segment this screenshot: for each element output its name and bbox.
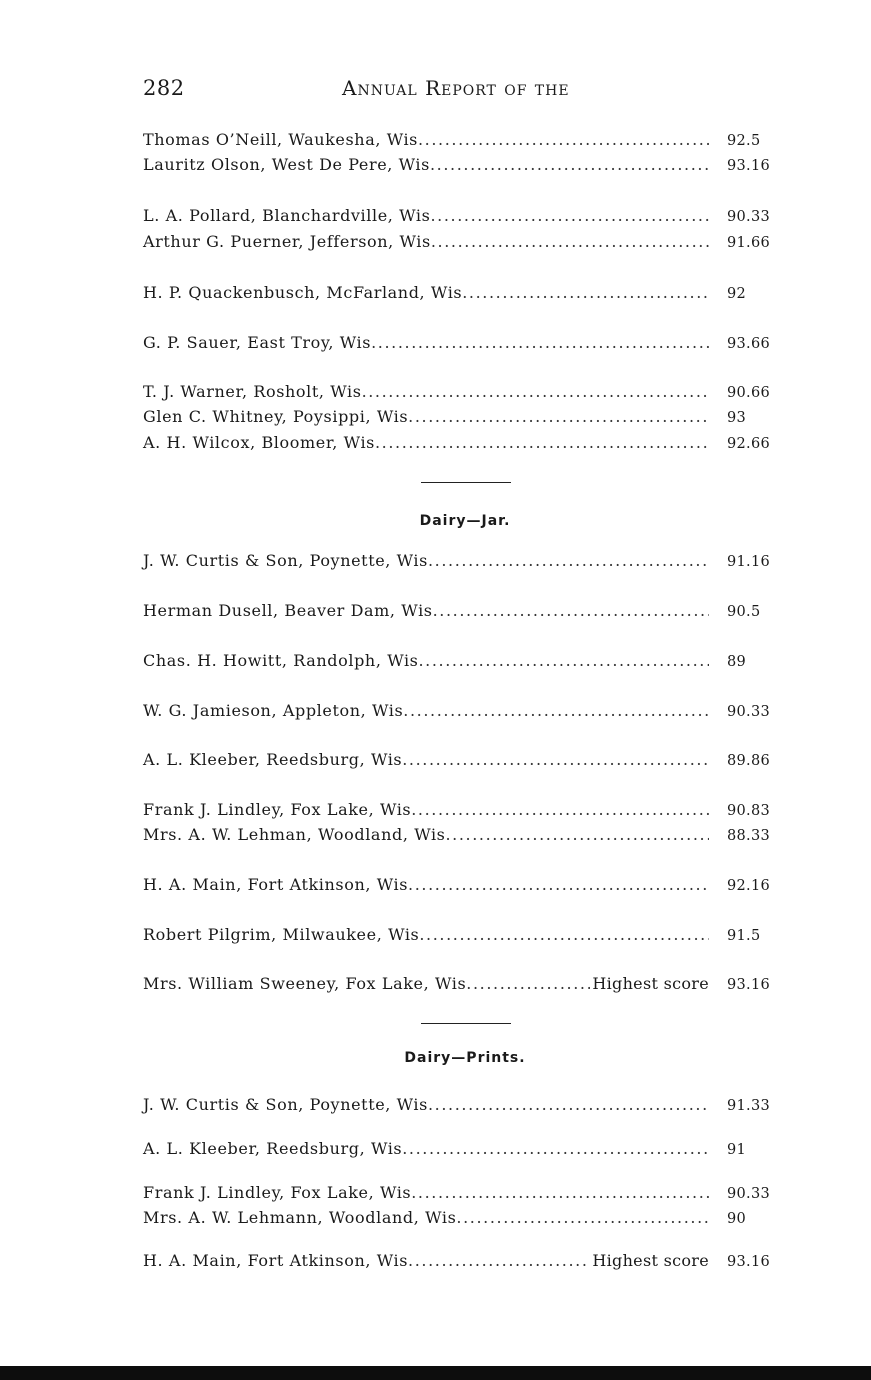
exhibitor-name: Frank J. Lindley, Fox Lake, Wis — [143, 800, 412, 819]
dot-leader — [430, 154, 709, 176]
dot-leader — [456, 1207, 709, 1229]
dot-leader — [445, 824, 709, 846]
list-item — [143, 650, 787, 672]
score: 90.5 — [727, 604, 761, 620]
dot-leader — [428, 1094, 709, 1116]
score: 90.33 — [727, 704, 771, 720]
score: 91.5 — [727, 928, 761, 944]
section-heading-dairy-jar: Dairy—Jar. — [419, 513, 511, 529]
list-item — [143, 924, 787, 946]
exhibitor-name: A. L. Kleeber, Reedsburg, Wis — [143, 750, 403, 769]
score: 90.33 — [727, 1186, 771, 1202]
list-item — [143, 1182, 787, 1204]
score: 90.66 — [727, 385, 771, 401]
score: 90 — [727, 1211, 747, 1227]
highest-score-note: Highest score — [592, 974, 709, 993]
exhibitor-name: J. W. Curtis & Son, Poynette, Wis — [143, 551, 428, 570]
dot-leader — [408, 874, 709, 896]
dot-leader — [402, 749, 709, 771]
dot-leader — [408, 406, 709, 428]
list-item — [143, 1094, 787, 1116]
exhibitor-name: G. P. Sauer, East Troy, Wis — [143, 333, 372, 352]
dot-leader — [411, 799, 709, 821]
exhibitor-name: Mrs. A. W. Lehman, Woodland, Wis — [143, 825, 446, 844]
score: 93.16 — [727, 977, 771, 993]
dot-leader — [408, 1250, 590, 1272]
list-item — [143, 406, 787, 428]
exhibitor-name: Herman Dusell, Beaver Dam, Wis — [143, 601, 433, 620]
score: 88.33 — [727, 828, 771, 844]
exhibitor-name: H. A. Main, Fort Atkinson, Wis — [143, 875, 409, 894]
exhibitor-name: Lauritz Olson, West De Pere, Wis — [143, 155, 430, 174]
list-item — [143, 799, 787, 821]
score: 93.66 — [727, 336, 771, 352]
score: 89 — [727, 654, 747, 670]
list-item — [143, 1138, 787, 1160]
dot-leader — [371, 332, 709, 354]
section-heading-dairy-prints: Dairy—Prints. — [404, 1050, 526, 1066]
scan-edge-bar — [0, 1366, 871, 1380]
score: 91.33 — [727, 1098, 771, 1114]
list-item — [143, 1207, 787, 1229]
exhibitor-name: A. H. Wilcox, Bloomer, Wis — [143, 433, 375, 452]
exhibitor-name: A. L. Kleeber, Reedsburg, Wis — [143, 1139, 403, 1158]
dot-leader — [402, 1138, 709, 1160]
list-item — [143, 874, 787, 896]
score: 92 — [727, 286, 747, 302]
list-item — [143, 205, 787, 227]
list-item — [143, 282, 787, 304]
exhibitor-name: L. A. Pollard, Blanchardville, Wis — [143, 206, 431, 225]
dot-leader — [411, 1182, 709, 1204]
list-item — [143, 550, 787, 572]
score: 92.16 — [727, 878, 771, 894]
exhibitor-name: Thomas O’Neill, Waukesha, Wis — [143, 130, 418, 149]
score: 92.5 — [727, 133, 761, 149]
list-item — [143, 154, 787, 176]
dot-leader — [362, 381, 709, 403]
dot-leader — [403, 700, 709, 722]
dot-leader — [428, 550, 709, 572]
dot-leader — [462, 282, 709, 304]
exhibitor-name: Mrs. A. W. Lehmann, Woodland, Wis — [143, 1208, 457, 1227]
dot-leader — [375, 432, 709, 454]
dot-leader — [431, 231, 709, 253]
exhibitor-name: H. A. Main, Fort Atkinson, Wis — [143, 1251, 409, 1270]
list-item — [143, 432, 787, 454]
list-item — [143, 231, 787, 253]
dot-leader — [418, 129, 709, 151]
exhibitor-name: Robert Pilgrim, Milwaukee, Wis — [143, 925, 420, 944]
list-item — [143, 332, 787, 354]
score: 90.83 — [727, 803, 771, 819]
score: 92.66 — [727, 436, 771, 452]
exhibitor-name: Frank J. Lindley, Fox Lake, Wis — [143, 1183, 412, 1202]
dot-leader — [433, 600, 709, 622]
list-item — [143, 600, 787, 622]
exhibitor-name: Arthur G. Puerner, Jefferson, Wis — [143, 232, 431, 251]
score: 93 — [727, 410, 747, 426]
score: 91.16 — [727, 554, 771, 570]
score: 93.16 — [727, 158, 771, 174]
section-divider — [421, 1023, 511, 1024]
score: 91.66 — [727, 235, 771, 251]
dot-leader — [419, 924, 709, 946]
page-number: 282 — [143, 76, 185, 100]
dot-leader — [418, 650, 709, 672]
section-divider — [421, 482, 511, 483]
list-item — [143, 700, 787, 722]
exhibitor-name: Mrs. William Sweeney, Fox Lake, Wis — [143, 974, 467, 993]
exhibitor-name: W. G. Jamieson, Appleton, Wis — [143, 701, 404, 720]
score: 90.33 — [727, 209, 771, 225]
dot-leader — [466, 973, 590, 995]
score: 91 — [727, 1142, 747, 1158]
exhibitor-name: Glen C. Whitney, Poysippi, Wis — [143, 407, 409, 426]
list-item — [143, 973, 787, 995]
list-item — [143, 381, 787, 403]
highest-score-note: Highest score — [592, 1251, 709, 1270]
exhibitor-name: Chas. H. Howitt, Randolph, Wis — [143, 651, 419, 670]
exhibitor-name: H. P. Quackenbusch, McFarland, Wis — [143, 283, 463, 302]
exhibitor-name: J. W. Curtis & Son, Poynette, Wis — [143, 1095, 428, 1114]
dot-leader — [430, 205, 709, 227]
score: 93.16 — [727, 1254, 771, 1270]
list-item — [143, 824, 787, 846]
running-head: Annual Report of the — [342, 76, 570, 100]
exhibitor-name: T. J. Warner, Rosholt, Wis — [143, 382, 362, 401]
list-item — [143, 749, 787, 771]
list-item — [143, 129, 787, 151]
list-item — [143, 1250, 787, 1272]
score: 89.86 — [727, 753, 771, 769]
